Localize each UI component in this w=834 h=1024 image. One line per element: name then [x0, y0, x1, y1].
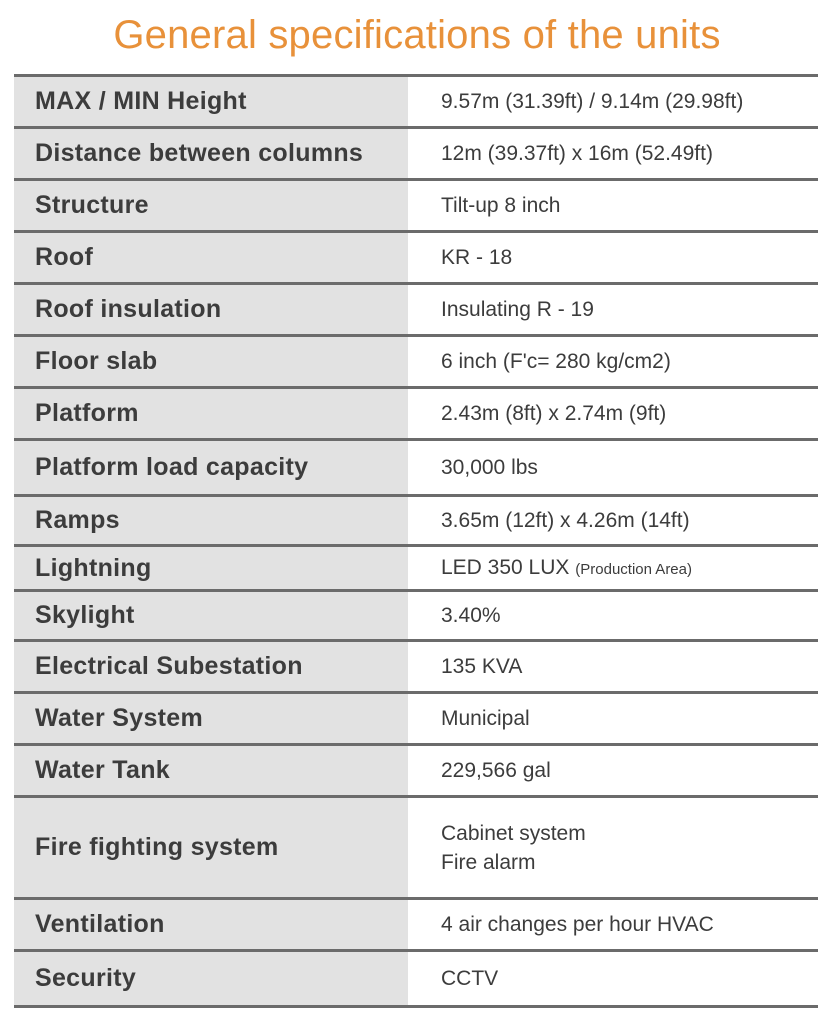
table-row: [14, 285, 818, 337]
row-value-text: 3.65m (12ft) x 4.26m (14ft): [441, 509, 690, 532]
row-value-text: 9.57m (31.39ft) / 9.14m (29.98ft): [441, 90, 744, 113]
row-label: Water System: [14, 694, 408, 743]
row-label: MAX / MIN Height: [14, 77, 408, 126]
row-value: [408, 592, 818, 639]
row-label: Fire fighting system: [14, 798, 408, 897]
row-label: Roof: [14, 233, 408, 282]
row-label: Ventilation: [14, 900, 408, 949]
row-value: [408, 694, 818, 743]
table-row: [14, 547, 818, 592]
row-label: Electrical Subestation: [14, 642, 408, 691]
row-value: [408, 285, 818, 334]
row-value: [408, 547, 818, 589]
row-value-text-line2: Fire alarm: [441, 850, 536, 874]
row-value: [408, 441, 818, 494]
row-label: Platform: [14, 389, 408, 438]
row-value-text: 4 air changes per hour HVAC: [441, 913, 714, 936]
table-row: [14, 441, 818, 497]
row-label: Platform load capacity: [14, 441, 408, 494]
row-value: [408, 77, 818, 126]
row-value-text: 2.43m (8ft) x 2.74m (9ft): [441, 402, 667, 425]
row-value: [408, 642, 818, 691]
row-value: [408, 181, 818, 230]
row-value-text: 6 inch (F'c= 280 kg/cm2): [441, 350, 671, 373]
row-value: [408, 497, 818, 544]
table-row: [14, 746, 818, 798]
row-value-text: KR - 18: [441, 246, 513, 269]
table-row: [14, 337, 818, 389]
table-row: [14, 77, 818, 129]
row-label: Security: [14, 952, 408, 1005]
specifications-table: [14, 74, 818, 1008]
row-label: Floor slab: [14, 337, 408, 386]
table-row: [14, 181, 818, 233]
row-value: [408, 337, 818, 386]
row-value: [408, 798, 818, 897]
row-value: [408, 746, 818, 795]
table-row: [14, 233, 818, 285]
row-value-text: 229,566 gal: [441, 759, 551, 782]
row-label: Structure: [14, 181, 408, 230]
table-row: [14, 592, 818, 642]
row-value-text: 12m (39.37ft) x 16m (52.49ft): [441, 142, 713, 165]
row-value-text: [441, 553, 818, 584]
row-value-text: 3.40%: [441, 604, 501, 627]
row-value-text: Municipal: [441, 707, 530, 730]
page-title: General specifications of the units: [113, 13, 721, 57]
table-row: [14, 642, 818, 694]
row-value-text: CCTV: [441, 967, 499, 990]
lighting-note: (Production Area): [575, 560, 692, 578]
lighting-value: LED 350 LUX: [441, 555, 570, 579]
row-value-text: Tilt-up 8 inch: [441, 194, 561, 217]
row-value: [408, 129, 818, 178]
row-value-text: 135 KVA: [441, 655, 523, 678]
row-value: [408, 952, 818, 1005]
table-row: [14, 952, 818, 1008]
table-row: [14, 694, 818, 746]
table-row: [14, 389, 818, 441]
row-label: Distance between columns: [14, 129, 408, 178]
table-row: [14, 129, 818, 181]
row-value-text: 30,000 lbs: [441, 456, 538, 479]
row-value-text: Insulating R - 19: [441, 298, 594, 321]
row-label: Ramps: [14, 497, 408, 544]
row-value: [408, 900, 818, 949]
row-label: Roof insulation: [14, 285, 408, 334]
row-label: Lightning: [14, 547, 408, 589]
table-row: [14, 798, 818, 900]
row-label: Water Tank: [14, 746, 408, 795]
row-value-text: Cabinet system: [441, 821, 586, 845]
table-row: [14, 900, 818, 952]
row-label: Skylight: [14, 592, 408, 639]
row-value: [408, 389, 818, 438]
table-row: [14, 497, 818, 547]
row-value: [408, 233, 818, 282]
